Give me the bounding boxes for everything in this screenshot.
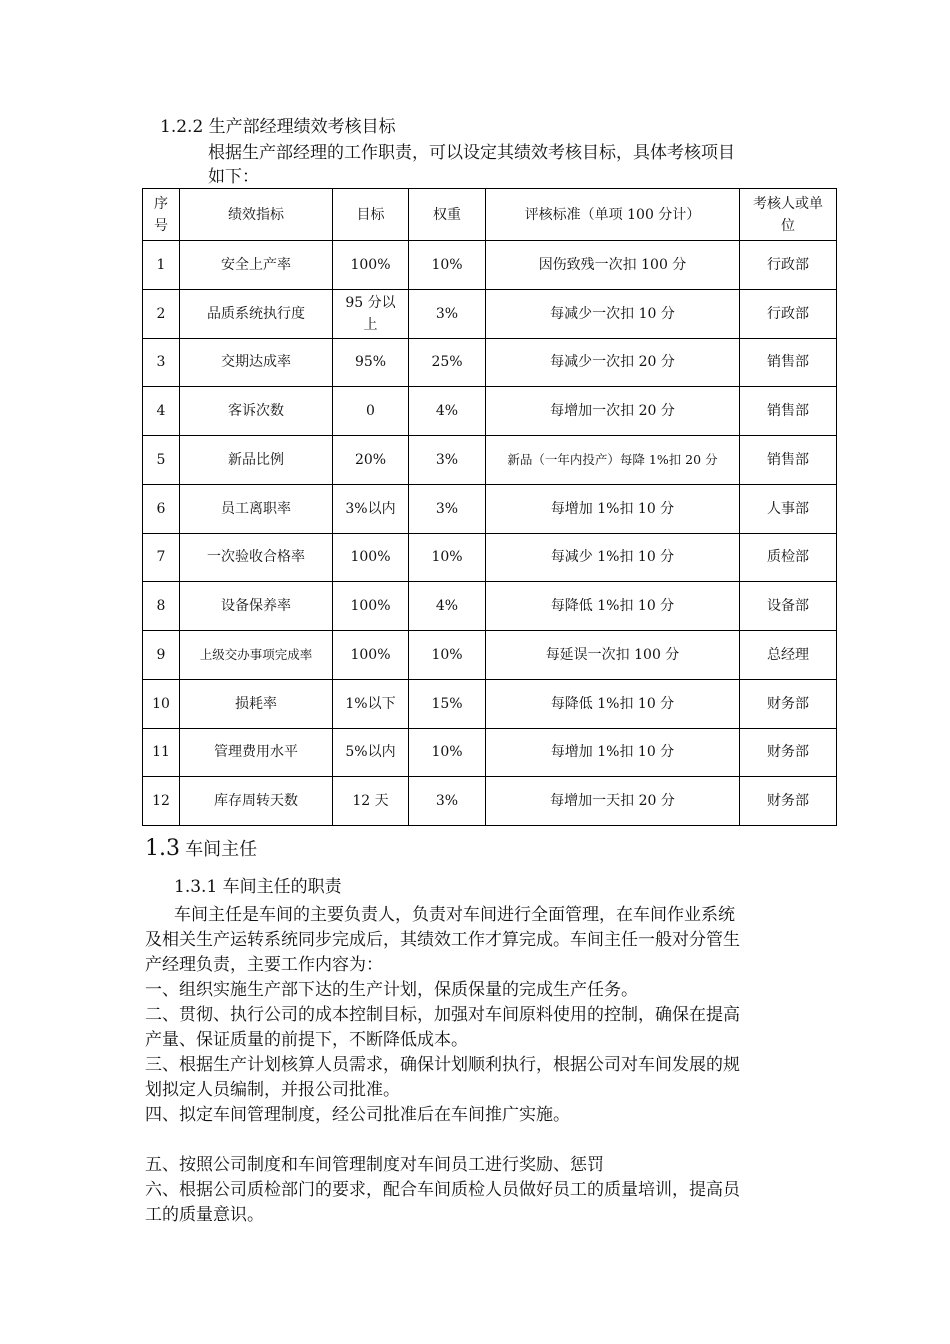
table-row bbox=[143, 338, 837, 387]
table-row bbox=[143, 484, 837, 533]
section-number: 1.3 bbox=[145, 836, 180, 861]
cell-weight: 4% bbox=[409, 582, 486, 631]
section-heading-1-3-1: 1.3.1 车间主任的职责 bbox=[174, 877, 342, 897]
header-standard: 评核标准（单项 100 分计） bbox=[486, 189, 740, 241]
cell-indicator: 品质系统执行度 bbox=[180, 289, 333, 338]
cell-indicator: 上级交办事项完成率 bbox=[180, 631, 333, 680]
list-item-2-line-1: 二、贯彻、执行公司的成本控制目标，加强对车间原料使用的控制，确保在提高 bbox=[145, 1005, 740, 1025]
cell-no: 8 bbox=[143, 582, 180, 631]
table-row bbox=[143, 533, 837, 582]
cell-weight: 3% bbox=[409, 436, 486, 485]
cell-indicator: 员工离职率 bbox=[180, 484, 333, 533]
cell-standard: 每减少一次扣 10 分 bbox=[486, 289, 740, 338]
cell-weight: 4% bbox=[409, 387, 486, 436]
cell-indicator: 新品比例 bbox=[180, 436, 333, 485]
cell-no: 3 bbox=[143, 338, 180, 387]
cell-weight: 10% bbox=[409, 631, 486, 680]
cell-assessor: 总经理 bbox=[740, 631, 837, 680]
cell-standard: 每降低 1%扣 10 分 bbox=[486, 679, 740, 728]
kpi-table bbox=[142, 188, 837, 826]
cell-assessor: 质检部 bbox=[740, 533, 837, 582]
table-row bbox=[143, 241, 837, 290]
cell-standard: 因伤致残一次扣 100 分 bbox=[486, 241, 740, 290]
cell-standard: 每延误一次扣 100 分 bbox=[486, 631, 740, 680]
cell-target: 100% bbox=[333, 582, 409, 631]
paragraph-line-2: 及相关生产运转系统同步完成后，其绩效工作才算完成。车间主任一般对分管生 bbox=[145, 930, 740, 950]
cell-indicator: 客诉次数 bbox=[180, 387, 333, 436]
cell-no: 7 bbox=[143, 533, 180, 582]
cell-target: 95 分以 上 bbox=[333, 289, 409, 338]
table-row bbox=[143, 777, 837, 826]
cell-standard: 每增加一天扣 20 分 bbox=[486, 777, 740, 826]
table-row bbox=[143, 582, 837, 631]
cell-standard: 新品（一年内投产）每降 1%扣 20 分 bbox=[486, 436, 740, 485]
cell-assessor: 销售部 bbox=[740, 338, 837, 387]
cell-indicator: 设备保养率 bbox=[180, 582, 333, 631]
cell-weight: 3% bbox=[409, 289, 486, 338]
header-target: 目标 bbox=[333, 189, 409, 241]
cell-no: 12 bbox=[143, 777, 180, 826]
table-row bbox=[143, 631, 837, 680]
list-item-2-line-2: 产量、保证质量的前提下，不断降低成本。 bbox=[145, 1030, 468, 1050]
cell-target: 0 bbox=[333, 387, 409, 436]
intro-text-line-2: 如下： bbox=[208, 167, 259, 187]
cell-weight: 10% bbox=[409, 533, 486, 582]
cell-weight: 10% bbox=[409, 241, 486, 290]
cell-assessor: 财务部 bbox=[740, 777, 837, 826]
cell-indicator: 损耗率 bbox=[180, 679, 333, 728]
header-assessor: 考核人或单 位 bbox=[740, 189, 837, 241]
cell-indicator: 库存周转天数 bbox=[180, 777, 333, 826]
cell-assessor: 行政部 bbox=[740, 289, 837, 338]
cell-target: 20% bbox=[333, 436, 409, 485]
list-item-6-line-2: 工的质量意识。 bbox=[145, 1205, 264, 1225]
cell-indicator: 一次验收合格率 bbox=[180, 533, 333, 582]
cell-no: 4 bbox=[143, 387, 180, 436]
cell-no: 6 bbox=[143, 484, 180, 533]
section-heading-1-2-2: 1.2.2 生产部经理绩效考核目标 bbox=[160, 117, 396, 137]
paragraph-line-3: 产经理负责，主要工作内容为： bbox=[145, 955, 383, 975]
cell-assessor: 销售部 bbox=[740, 436, 837, 485]
intro-text-line-1: 根据生产部经理的工作职责，可以设定其绩效考核目标，具体考核项目 bbox=[208, 143, 735, 163]
cell-assessor: 销售部 bbox=[740, 387, 837, 436]
cell-indicator: 安全上产率 bbox=[180, 241, 333, 290]
cell-target: 5%以内 bbox=[333, 728, 409, 777]
header-no: 序 号 bbox=[143, 189, 180, 241]
list-item-6-line-1: 六、根据公司质检部门的要求，配合车间质检人员做好员工的质量培训，提高员 bbox=[145, 1180, 740, 1200]
cell-no: 10 bbox=[143, 679, 180, 728]
section-title: 车间主任 bbox=[185, 839, 258, 860]
list-item-1: 一、组织实施生产部下达的生产计划，保质保量的完成生产任务。 bbox=[145, 980, 638, 1000]
table-row bbox=[143, 436, 837, 485]
section-heading-1-3 bbox=[145, 832, 257, 867]
cell-target: 95% bbox=[333, 338, 409, 387]
cell-standard: 每增加 1%扣 10 分 bbox=[486, 484, 740, 533]
cell-indicator: 管理费用水平 bbox=[180, 728, 333, 777]
cell-no: 5 bbox=[143, 436, 180, 485]
cell-target: 100% bbox=[333, 631, 409, 680]
header-weight: 权重 bbox=[409, 189, 486, 241]
cell-no: 2 bbox=[143, 289, 180, 338]
cell-standard: 每减少一次扣 20 分 bbox=[486, 338, 740, 387]
cell-assessor: 财务部 bbox=[740, 728, 837, 777]
cell-indicator: 交期达成率 bbox=[180, 338, 333, 387]
cell-standard: 每增加 1%扣 10 分 bbox=[486, 728, 740, 777]
table-row bbox=[143, 289, 837, 338]
cell-weight: 10% bbox=[409, 728, 486, 777]
cell-weight: 25% bbox=[409, 338, 486, 387]
cell-target: 1%以下 bbox=[333, 679, 409, 728]
cell-assessor: 人事部 bbox=[740, 484, 837, 533]
cell-standard: 每增加一次扣 20 分 bbox=[486, 387, 740, 436]
cell-target: 3%以内 bbox=[333, 484, 409, 533]
paragraph-line-1: 车间主任是车间的主要负责人，负责对车间进行全面管理，在车间作业系统 bbox=[174, 905, 735, 925]
cell-standard: 每降低 1%扣 10 分 bbox=[486, 582, 740, 631]
table-row bbox=[143, 728, 837, 777]
cell-weight: 15% bbox=[409, 679, 486, 728]
header-indicator: 绩效指标 bbox=[180, 189, 333, 241]
cell-assessor: 设备部 bbox=[740, 582, 837, 631]
cell-target: 100% bbox=[333, 241, 409, 290]
cell-standard: 每减少 1%扣 10 分 bbox=[486, 533, 740, 582]
cell-weight: 3% bbox=[409, 484, 486, 533]
cell-no: 1 bbox=[143, 241, 180, 290]
table-row bbox=[143, 679, 837, 728]
cell-no: 11 bbox=[143, 728, 180, 777]
list-item-3-line-2: 划拟定人员编制，并报公司批准。 bbox=[145, 1080, 400, 1100]
list-item-5: 五、按照公司制度和车间管理制度对车间员工进行奖励、惩罚 bbox=[145, 1155, 604, 1175]
table-header-row bbox=[143, 189, 837, 241]
list-item-4: 四、拟定车间管理制度，经公司批准后在车间推广实施。 bbox=[145, 1105, 570, 1125]
cell-no: 9 bbox=[143, 631, 180, 680]
table-row bbox=[143, 387, 837, 436]
cell-weight: 3% bbox=[409, 777, 486, 826]
cell-target: 12 天 bbox=[333, 777, 409, 826]
cell-assessor: 财务部 bbox=[740, 679, 837, 728]
cell-target: 100% bbox=[333, 533, 409, 582]
cell-assessor: 行政部 bbox=[740, 241, 837, 290]
list-item-3-line-1: 三、根据生产计划核算人员需求，确保计划顺利执行，根据公司对车间发展的规 bbox=[145, 1055, 740, 1075]
